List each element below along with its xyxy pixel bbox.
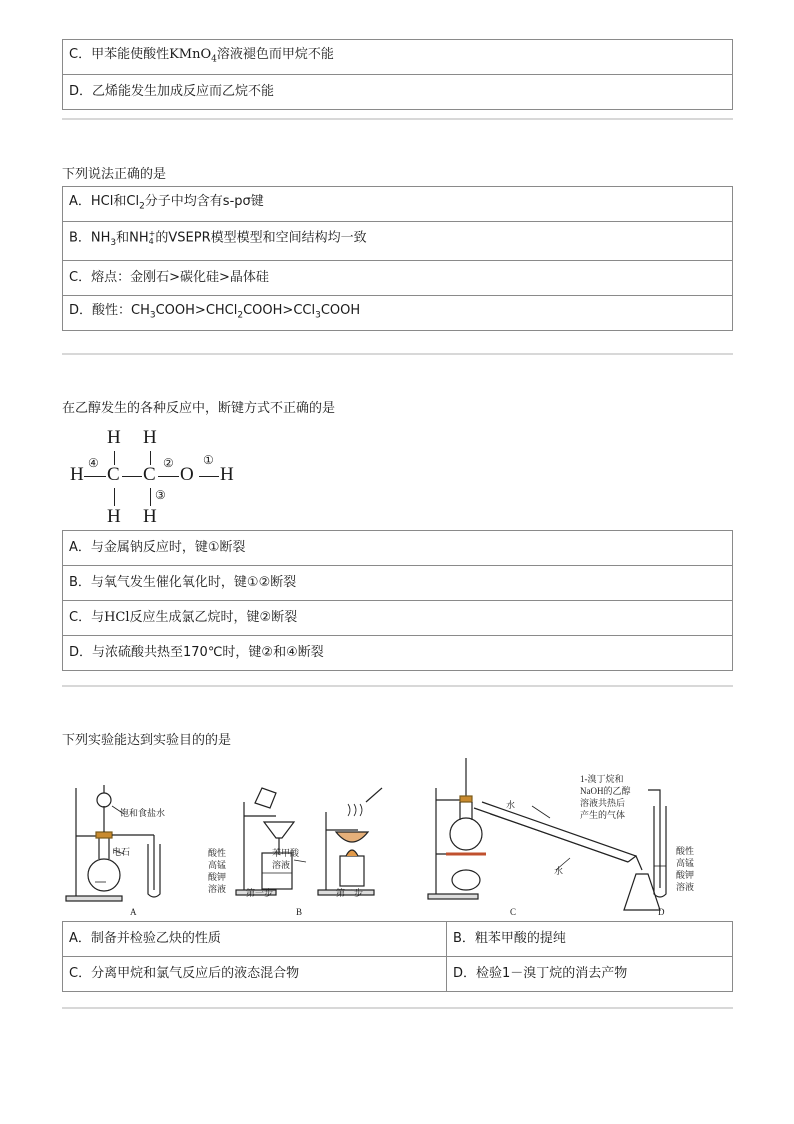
stand-base	[66, 896, 122, 901]
svg-text:酸性: 酸性	[676, 846, 695, 856]
q2-option-d[interactable]: D．酸性：$CH_3COOH>CHCl_2COOH>CCl_3COOH$	[63, 296, 733, 331]
atom-h: H	[70, 464, 84, 485]
q1-option-d[interactable]: D．乙烯能发生加成反应而乙烷不能	[63, 75, 733, 110]
bond	[150, 451, 151, 465]
stopper	[96, 832, 112, 838]
bond	[150, 488, 151, 506]
label-step-one: 第一步	[246, 888, 274, 898]
label-step-two: 第二步	[336, 888, 364, 898]
bond-label-4: ④	[88, 456, 99, 470]
bond	[199, 476, 219, 477]
label-saturated-brine: 饱和食盐水	[120, 808, 166, 818]
divider	[62, 118, 733, 120]
atom-h: H	[220, 464, 234, 485]
svg-text:溶液: 溶液	[208, 884, 227, 894]
svg-text:高锰: 高锰	[208, 860, 227, 870]
label-calcium-carbide: 电石	[112, 847, 131, 857]
atom-c: C	[143, 464, 156, 485]
divider	[62, 685, 733, 687]
q4-option-c[interactable]: C．分离甲烷和氯气反应后的液态混合物	[63, 957, 447, 992]
q3-option-c[interactable]: C．与HCl反应生成氯乙烷时，键②断裂	[63, 601, 733, 636]
svg-text:1-溴丁烷和: 1-溴丁烷和	[580, 774, 624, 784]
beaker	[262, 853, 292, 889]
atom-o: O	[180, 464, 194, 485]
label-water-out: 水	[554, 866, 564, 876]
q1-options-table	[62, 39, 733, 110]
caption-d: D	[658, 907, 665, 917]
bond	[122, 476, 142, 477]
svg-text:高锰: 高锰	[676, 858, 695, 868]
q4-option-d[interactable]: D．检验1－溴丁烷的消去产物	[447, 957, 733, 992]
atom-h: H	[143, 427, 157, 448]
ethanol-structure	[62, 422, 262, 532]
caption-c: C	[510, 907, 517, 917]
burner	[452, 870, 480, 890]
divider	[62, 353, 733, 355]
q2-option-b[interactable]: B．$NH_3$和NH + 4 的VSEPR模型模型和空间结构均一致	[63, 222, 733, 261]
bond-label-1: ①	[203, 453, 214, 467]
bond	[114, 451, 115, 465]
q3-option-a[interactable]: A．与金属钠反应时，键①断裂	[63, 531, 733, 566]
q4-option-b[interactable]: B．粗苯甲酸的提纯	[447, 922, 733, 957]
svg-text:酸钾: 酸钾	[676, 870, 695, 880]
caption-a: A	[130, 907, 137, 917]
evaporating-dish	[336, 832, 368, 842]
burner	[340, 856, 364, 886]
q2-option-a[interactable]: A．HCl和$Cl_2$分子中均含有s-pσ键	[63, 187, 733, 222]
funnel	[97, 793, 111, 807]
flask	[88, 859, 120, 891]
svg-text:苯甲酸: 苯甲酸	[272, 848, 300, 858]
atom-h: H	[143, 506, 157, 527]
atom-h: H	[107, 427, 121, 448]
bond	[158, 476, 179, 477]
svg-text:酸钾: 酸钾	[208, 872, 227, 882]
q4-stem: 下列实验能达到实验目的的是	[62, 733, 232, 748]
atom-h: H	[107, 506, 121, 527]
svg-text:产生的气体: 产生的气体	[580, 810, 626, 820]
q2-options-table	[62, 186, 733, 331]
q4-apparatus-figure	[62, 758, 733, 920]
bond	[84, 476, 106, 477]
beaker	[255, 788, 276, 808]
q3-option-b[interactable]: B．与氧气发生催化氧化时，键①②断裂	[63, 566, 733, 601]
ion-charge: + 4	[148, 229, 156, 247]
q2-option-c[interactable]: C．熔点：金刚石>碳化硅>晶体硅	[63, 261, 733, 296]
funnel	[264, 822, 294, 838]
bond	[114, 488, 115, 506]
q2-stem: 下列说法正确的是	[62, 167, 167, 182]
atom-c: C	[107, 464, 120, 485]
q3-option-d[interactable]: D．与浓硫酸共热至170℃时，键②和④断裂	[63, 636, 733, 671]
q3-stem: 在乙醇发生的各种反应中，断键方式不正确的是	[62, 401, 336, 416]
q1-option-c[interactable]: C．甲苯能使酸性KMnO$_4$溶液褪色而甲烷不能	[63, 40, 733, 75]
svg-text:溶液共热后: 溶液共热后	[580, 798, 626, 808]
label-water-in: 水	[506, 800, 516, 810]
svg-text:溶液: 溶液	[676, 882, 695, 892]
q4-options-table	[62, 921, 733, 992]
q4-option-a[interactable]: A．制备并检验乙炔的性质	[63, 922, 447, 957]
svg-text:NaOH的乙醇: NaOH的乙醇	[580, 786, 631, 796]
svg-text:溶液: 溶液	[272, 860, 291, 870]
glass-rod	[366, 788, 382, 802]
svg-text:酸性: 酸性	[208, 848, 227, 858]
q3-options-table	[62, 530, 733, 671]
bond-label-3: ③	[155, 488, 166, 502]
caption-b: B	[296, 907, 303, 917]
divider	[62, 1007, 733, 1009]
distilling-flask	[450, 818, 482, 850]
bond-label-2: ②	[163, 456, 174, 470]
